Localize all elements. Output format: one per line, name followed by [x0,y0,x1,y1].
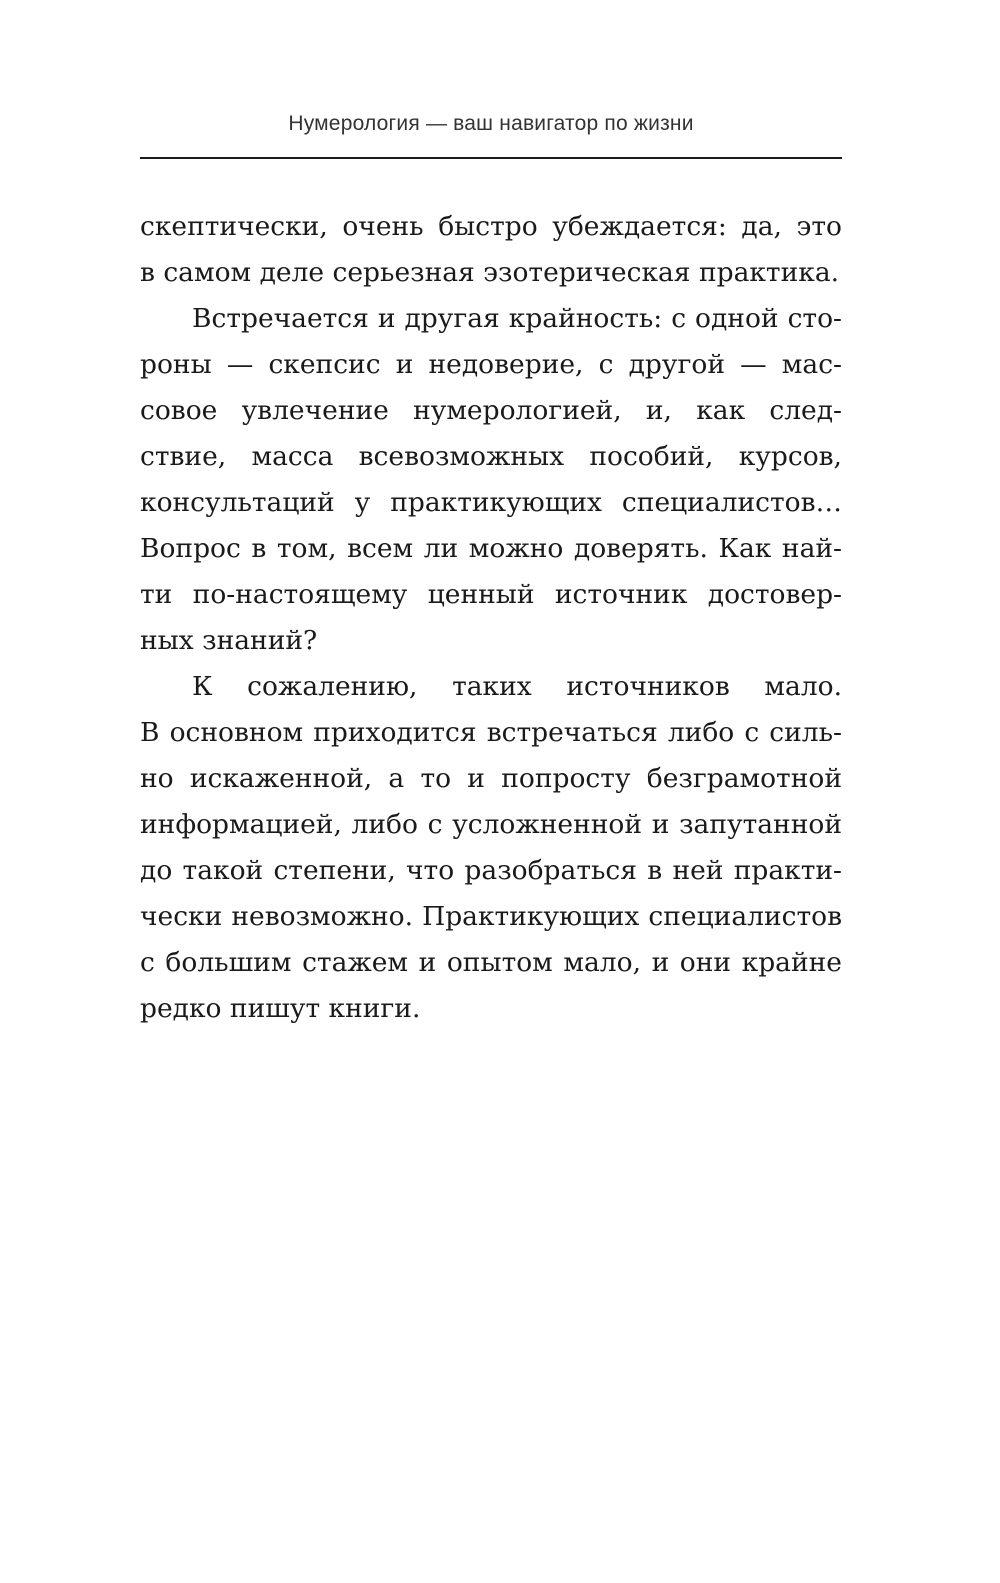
header-rule [140,157,842,159]
text-line: Вопрос в том, всем ли можно доверять. Как най- [140,533,842,564]
text-line: Встречается и другая крайность: с одной сто- [192,303,842,334]
text-line: В основном приходится встречаться либо с силь- [140,717,842,748]
text-line: редко пишут книги. [140,993,421,1024]
page-body [140,204,842,1032]
text-line: ти по-настоящему ценный источник достовер- [140,579,842,610]
text-line: до такой степени, что разобраться в ней практи- [140,855,842,886]
text-line: в самом деле серьезная эзотерическая практика. [140,257,840,288]
text-line: К сожалению, таких источников мало. [192,671,842,702]
text-line: ствие, масса всевозможных пособий, курсов, [140,441,842,472]
text-line: но искаженной, а то и попросту безграмотной [140,763,842,794]
text-line: скептически, очень быстро убеждается: да, это [140,211,842,242]
text-line: совое увлечение нумерологией, и, как след- [140,395,842,426]
text-line: информацией, либо с усложненной и запутанной [140,809,842,840]
running-header: Нумерология — ваш навигатор по жизни [288,112,694,135]
text-line: консультаций у практикующих специалистов… [140,487,842,518]
text-line: с большим стажем и опытом мало, и они крайне [140,947,842,978]
text-line: роны — скепсис и недоверие, с другой — мас- [140,349,842,380]
text-line: ных знаний? [140,625,318,656]
text-line: чески невозможно. Практикующих специалистов [140,901,842,932]
